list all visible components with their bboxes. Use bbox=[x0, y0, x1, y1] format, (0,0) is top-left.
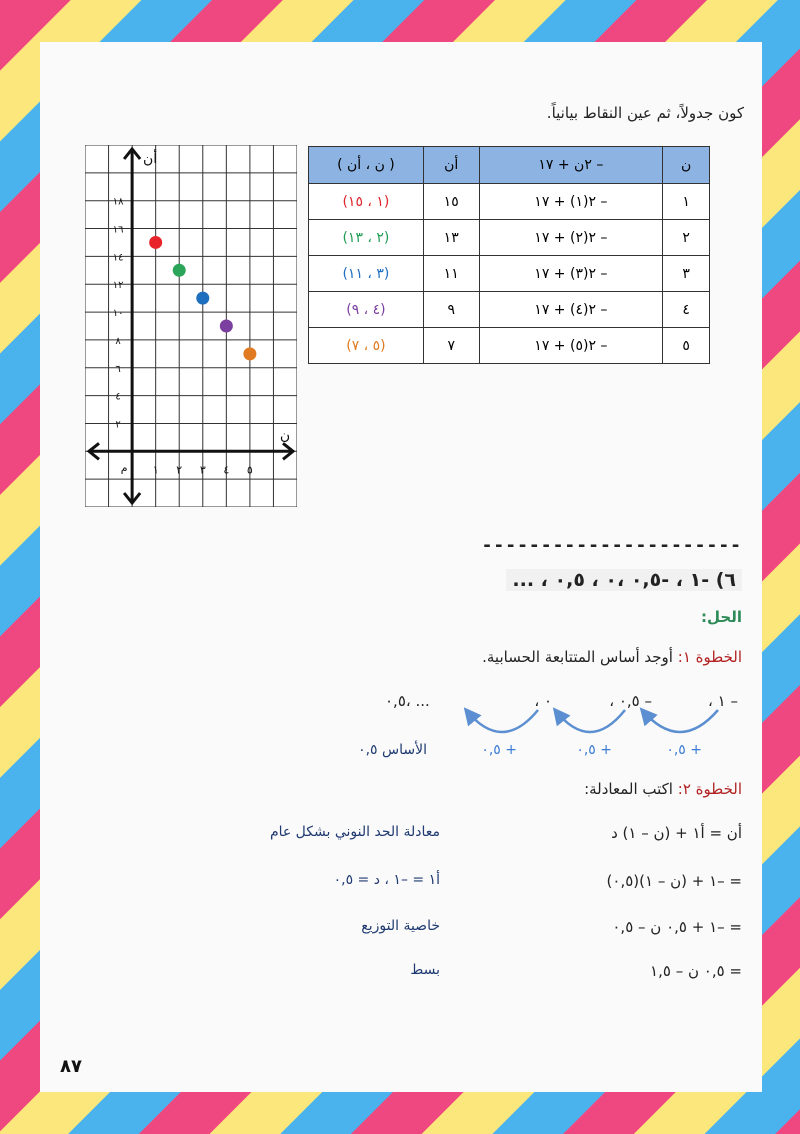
origin-label: م bbox=[120, 461, 128, 475]
table-row bbox=[309, 292, 710, 328]
y-tick-label: ١٦ bbox=[112, 224, 124, 236]
x-tick-label: ٢ bbox=[176, 463, 183, 477]
sequence-term: ٠ ، bbox=[534, 692, 552, 710]
sequence-term: – ٠,٥ ، bbox=[609, 692, 652, 710]
equation-line: = –١ + (ن – ١)(٠,٥) bbox=[606, 872, 742, 890]
cell-pair: (٣ ، ١١) bbox=[309, 256, 424, 292]
arc-3 bbox=[466, 710, 538, 732]
data-point bbox=[149, 236, 162, 249]
sequence-term: – ١ ، bbox=[708, 692, 738, 710]
equation-line: = ٠,٥ ن – ١,٥ bbox=[650, 962, 742, 980]
cell-expression: – ٢(٢) + ١٧ bbox=[479, 220, 663, 256]
cell-n: ٤ bbox=[663, 292, 710, 328]
cell-an: ٧ bbox=[423, 328, 479, 364]
instruction-text: كون جدولاً، ثم عين النقاط بيانياً. bbox=[546, 104, 744, 122]
cell-pair: (١ ، ١٥) bbox=[309, 184, 424, 220]
equation-note: خاصية التوزيع bbox=[361, 918, 440, 934]
step2-label: الخطوة ٢: bbox=[677, 780, 742, 798]
coordinate-graph bbox=[85, 145, 297, 507]
table-row bbox=[309, 184, 710, 220]
y-tick-label: ١٤ bbox=[112, 252, 124, 264]
content-page bbox=[40, 42, 762, 1092]
cell-pair: (٢ ، ١٣) bbox=[309, 220, 424, 256]
base-label: الأساس ٠,٥ bbox=[358, 742, 427, 758]
problem-statement: ٦) -١ ، -٠,٥ ،٠ ، ٠,٥ ، ... bbox=[506, 569, 742, 591]
cell-expression: – ٢(٥) + ١٧ bbox=[479, 328, 663, 364]
equation-note: بسط bbox=[410, 962, 440, 978]
data-point bbox=[173, 264, 186, 277]
page-number: ٨٧ bbox=[60, 1056, 82, 1077]
arc-2 bbox=[555, 710, 625, 732]
cell-an: ١٣ bbox=[423, 220, 479, 256]
solution-label: الحل: bbox=[701, 608, 742, 626]
cell-an: ١١ bbox=[423, 256, 479, 292]
header-an: أن bbox=[423, 147, 479, 184]
data-point bbox=[243, 347, 256, 360]
cell-n: ١ bbox=[663, 184, 710, 220]
difference-label: + ٠,٥ bbox=[481, 742, 517, 758]
y-tick-label: ٤ bbox=[115, 391, 121, 403]
y-tick-label: ١٢ bbox=[112, 280, 124, 292]
equation-note: معادلة الحد النوني بشكل عام bbox=[269, 824, 440, 840]
difference-label: + ٠,٥ bbox=[666, 742, 702, 758]
x-tick-label: ٥ bbox=[246, 463, 253, 477]
cell-n: ٥ bbox=[663, 328, 710, 364]
data-point bbox=[196, 292, 209, 305]
cell-expression: – ٢(١) + ١٧ bbox=[479, 184, 663, 220]
cell-an: ١٥ bbox=[423, 184, 479, 220]
step1-text: أوجد أساس المتتابعة الحسابية. bbox=[482, 648, 673, 666]
step1 bbox=[482, 648, 742, 666]
table-row bbox=[309, 328, 710, 364]
cell-pair: (٥ ، ٧) bbox=[309, 328, 424, 364]
equation-line: أن = أ١ + (ن – ١) د bbox=[611, 824, 742, 842]
sequence-term: ٠,٥، ... bbox=[385, 692, 430, 710]
y-tick-label: ٨ bbox=[115, 335, 121, 347]
step2 bbox=[584, 780, 742, 798]
arc-1 bbox=[642, 710, 718, 732]
cell-expression: – ٢(٤) + ١٧ bbox=[479, 292, 663, 328]
cell-n: ٢ bbox=[663, 220, 710, 256]
difference-label: + ٠,٥ bbox=[576, 742, 612, 758]
header-expression: – ٢ن + ١٧ bbox=[479, 147, 663, 184]
table-header-row bbox=[309, 147, 710, 184]
cell-n: ٣ bbox=[663, 256, 710, 292]
y-axis-label: أن bbox=[143, 151, 158, 167]
header-n: ن bbox=[663, 147, 710, 184]
step2-text: اكتب المعادلة: bbox=[584, 780, 673, 798]
cell-pair: (٤ ، ٩) bbox=[309, 292, 424, 328]
equation-line: = –١ + ٠,٥ ن – ٠,٥ bbox=[612, 918, 742, 936]
y-tick-label: ٢ bbox=[115, 419, 121, 431]
header-pair: ( ن ، أن ) bbox=[309, 147, 424, 184]
step1-label: الخطوة ١: bbox=[677, 648, 742, 666]
data-point bbox=[220, 320, 233, 333]
values-table bbox=[308, 146, 710, 364]
divider-dashes: ---------------------- bbox=[481, 535, 742, 556]
cell-expression: – ٢(٣) + ١٧ bbox=[479, 256, 663, 292]
x-tick-label: ٤ bbox=[223, 463, 230, 477]
cell-an: ٩ bbox=[423, 292, 479, 328]
x-axis-label: ن bbox=[279, 427, 291, 444]
table-row bbox=[309, 256, 710, 292]
equation-note: أ١ = –١ ، د = ٠,٥ bbox=[333, 872, 440, 888]
x-tick-label: ٣ bbox=[199, 463, 206, 477]
y-tick-label: ٦ bbox=[115, 363, 121, 375]
y-tick-label: ١٨ bbox=[112, 196, 124, 208]
y-tick-label: ١٠ bbox=[112, 308, 124, 320]
x-tick-label: ١ bbox=[152, 463, 159, 477]
table-row bbox=[309, 220, 710, 256]
